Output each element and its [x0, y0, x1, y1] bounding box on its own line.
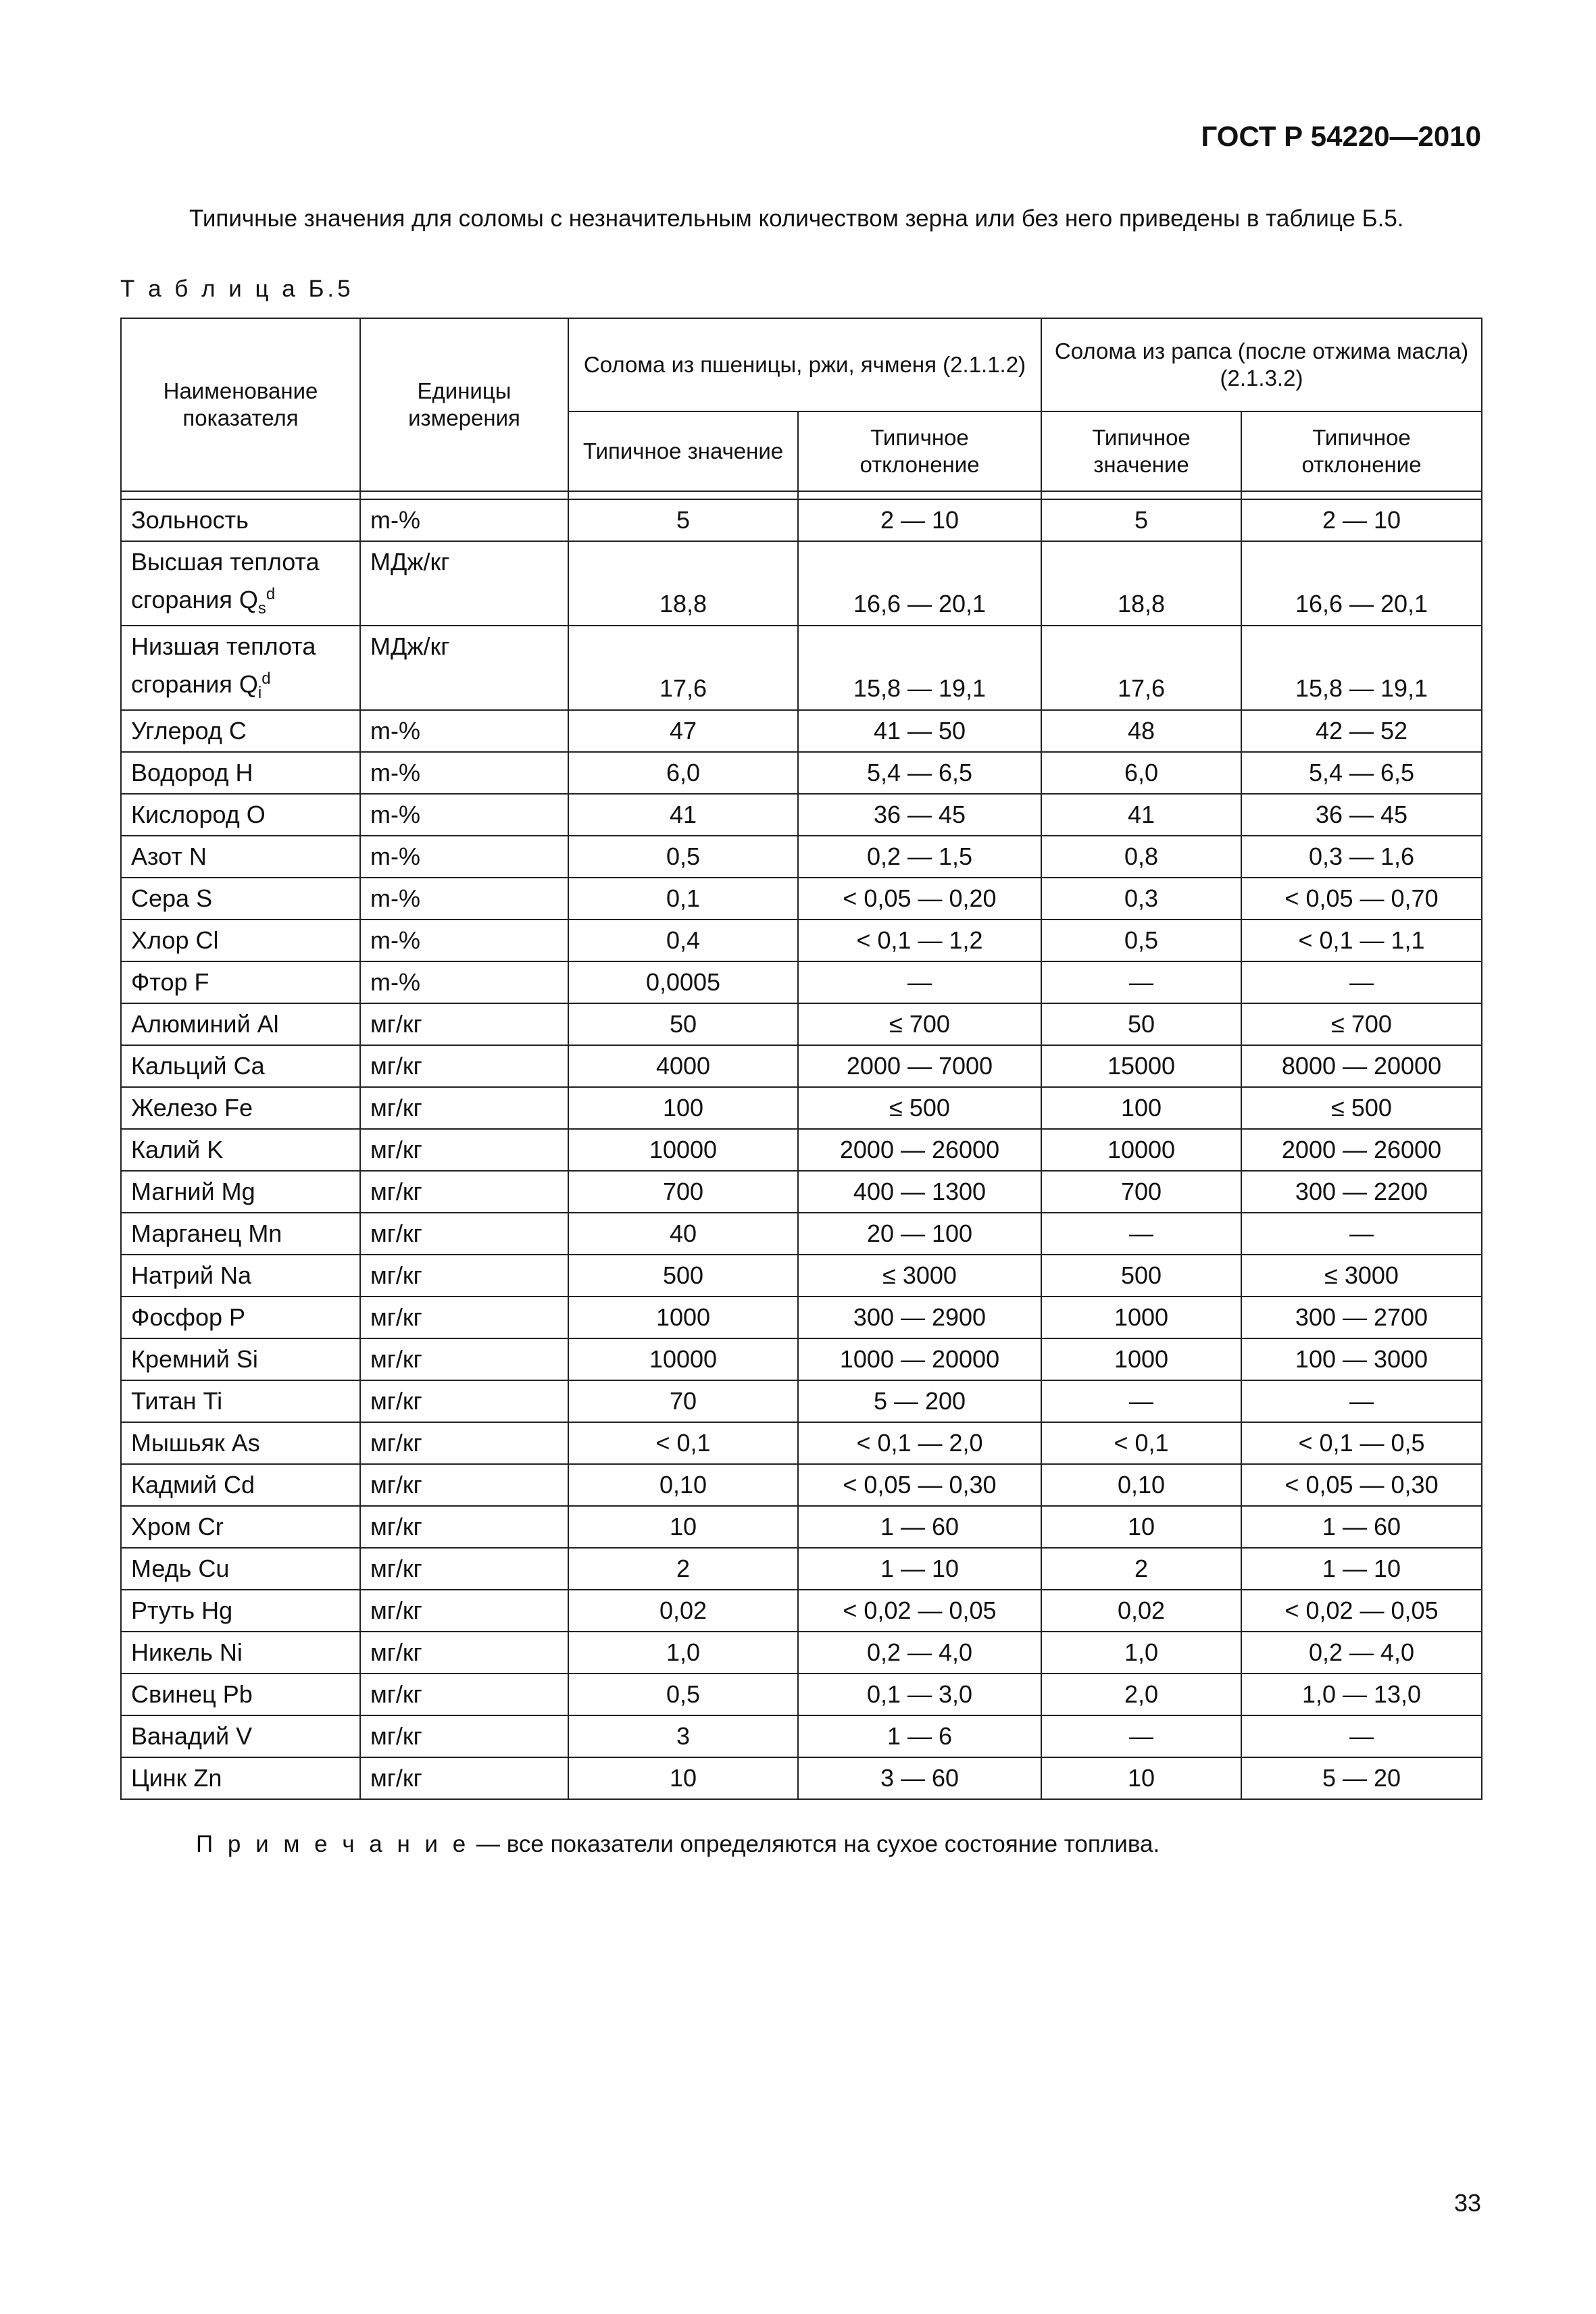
typical-value-rapeseed: 10000	[1041, 1129, 1241, 1171]
typical-value-rapeseed: < 0,1	[1041, 1422, 1241, 1464]
table-row	[121, 541, 1482, 626]
typical-deviation-wheat: 0,2 — 1,5	[798, 836, 1041, 878]
unit-cell: мг/кг	[360, 1506, 568, 1548]
typical-deviation-rapeseed: 2 — 10	[1241, 499, 1482, 541]
typical-deviation-rapeseed: 100 — 3000	[1241, 1338, 1482, 1380]
typical-value-wheat: 500	[568, 1255, 798, 1297]
typical-deviation-rapeseed: ≤ 500	[1241, 1087, 1482, 1129]
typical-value-rapeseed: —	[1041, 1213, 1241, 1255]
typical-deviation-rapeseed: —	[1241, 1715, 1482, 1757]
typical-deviation-rapeseed: < 0,05 — 0,30	[1241, 1464, 1482, 1506]
typical-value-rapeseed: 700	[1041, 1171, 1241, 1213]
indicator-name: Кремний Si	[121, 1338, 360, 1380]
indicator-name: Высшая теплота сгорания $Q_s^d$	[121, 541, 360, 626]
unit-cell: мг/кг	[360, 1548, 568, 1590]
typical-value-wheat: < 0,1	[568, 1422, 798, 1464]
typical-deviation-wheat: 15,8 — 19,1	[798, 626, 1041, 710]
indicator-name: Титан Ti	[121, 1380, 360, 1422]
typical-deviation-rapeseed: 16,6 — 20,1	[1241, 541, 1482, 626]
typical-value-rapeseed: 500	[1041, 1255, 1241, 1297]
typical-value-rapeseed: —	[1041, 1380, 1241, 1422]
typical-value-wheat: 2	[568, 1548, 798, 1590]
typical-deviation-wheat: 20 — 100	[798, 1213, 1041, 1255]
indicator-name: Фосфор P	[121, 1297, 360, 1338]
typical-deviation-rapeseed: 5 — 20	[1241, 1757, 1482, 1799]
typical-deviation-wheat: < 0,02 — 0,05	[798, 1590, 1041, 1632]
unit-cell: m-%	[360, 499, 568, 541]
typical-value-rapeseed: 17,6	[1041, 626, 1241, 710]
typical-deviation-rapeseed: 8000 — 20000	[1241, 1045, 1482, 1087]
typical-deviation-wheat: 2000 — 26000	[798, 1129, 1041, 1171]
typical-value-wheat: 10	[568, 1506, 798, 1548]
table-row	[121, 920, 1482, 961]
typical-value-wheat: 17,6	[568, 626, 798, 710]
indicator-name: Железо Fe	[121, 1087, 360, 1129]
unit-cell: m-%	[360, 794, 568, 836]
indicator-name: Никель Ni	[121, 1632, 360, 1674]
typical-deviation-rapeseed: 300 — 2700	[1241, 1297, 1482, 1338]
table-row	[121, 499, 1482, 541]
unit-cell: m-%	[360, 710, 568, 752]
table-row	[121, 1674, 1482, 1715]
unit-cell: мг/кг	[360, 1380, 568, 1422]
typical-deviation-wheat: < 0,05 — 0,30	[798, 1464, 1041, 1506]
indicator-name: Натрий Na	[121, 1255, 360, 1297]
typical-value-rapeseed: 0,5	[1041, 920, 1241, 961]
typical-value-wheat: 47	[568, 710, 798, 752]
typical-deviation-rapeseed: ≤ 700	[1241, 1003, 1482, 1045]
typical-deviation-wheat: 1 — 6	[798, 1715, 1041, 1757]
header-typical-value: Типичное значение	[1041, 411, 1241, 491]
table-row	[121, 836, 1482, 878]
typical-value-wheat: 4000	[568, 1045, 798, 1087]
note-text: — все показатели определяются на сухое состояние топлива.	[470, 1831, 1160, 1857]
indicator-name: Ванадий V	[121, 1715, 360, 1757]
typical-value-wheat: 0,5	[568, 836, 798, 878]
typical-deviation-rapeseed: 5,4 — 6,5	[1241, 752, 1482, 794]
table-row	[121, 1255, 1482, 1297]
typical-value-wheat: 700	[568, 1171, 798, 1213]
unit-cell: мг/кг	[360, 1464, 568, 1506]
header-typical-value: Типичное значение	[568, 411, 798, 491]
typical-value-wheat: 10	[568, 1757, 798, 1799]
typical-value-wheat: 50	[568, 1003, 798, 1045]
table-row	[121, 1590, 1482, 1632]
table-row	[121, 1129, 1482, 1171]
typical-value-rapeseed: 41	[1041, 794, 1241, 836]
typical-deviation-wheat: ≤ 3000	[798, 1255, 1041, 1297]
typical-deviation-rapeseed: < 0,1 — 0,5	[1241, 1422, 1482, 1464]
typical-deviation-rapeseed: 15,8 — 19,1	[1241, 626, 1482, 710]
typical-deviation-wheat: ≤ 500	[798, 1087, 1041, 1129]
indicator-name: Кислород O	[121, 794, 360, 836]
table-row	[121, 1464, 1482, 1506]
typical-deviation-rapeseed: < 0,05 — 0,70	[1241, 878, 1482, 920]
page-number: 33	[1453, 2189, 1481, 2217]
typical-deviation-wheat: 1 — 60	[798, 1506, 1041, 1548]
indicator-name: Низшая теплота сгорания $Q_i^d$	[121, 626, 360, 710]
indicator-name: Азот N	[121, 836, 360, 878]
indicator-name: Медь Cu	[121, 1548, 360, 1590]
typical-deviation-rapeseed: 300 — 2200	[1241, 1171, 1482, 1213]
indicator-name: Водород H	[121, 752, 360, 794]
typical-deviation-rapeseed: ≤ 3000	[1241, 1255, 1482, 1297]
indicator-name: Марганец Mn	[121, 1213, 360, 1255]
table-note	[196, 1831, 1159, 1858]
header-group-rapeseed: Солома из рапса (после отжима масла) (2.1.3.2)	[1041, 318, 1482, 411]
unit-cell: мг/кг	[360, 1757, 568, 1799]
indicator-name: Углерод C	[121, 710, 360, 752]
typical-value-rapeseed: 0,10	[1041, 1464, 1241, 1506]
table-row	[121, 1171, 1482, 1213]
indicator-name: Мышьяк As	[121, 1422, 360, 1464]
typical-deviation-wheat: 5,4 — 6,5	[798, 752, 1041, 794]
header-typical-deviation: Типичное отклонение	[1241, 411, 1482, 491]
data-table	[120, 318, 1482, 1800]
typical-deviation-rapeseed: 1 — 10	[1241, 1548, 1482, 1590]
typical-deviation-rapeseed: 0,3 — 1,6	[1241, 836, 1482, 878]
typical-deviation-wheat: ≤ 700	[798, 1003, 1041, 1045]
typical-value-rapeseed: 50	[1041, 1003, 1241, 1045]
unit-cell: мг/кг	[360, 1632, 568, 1674]
typical-deviation-rapeseed: —	[1241, 1380, 1482, 1422]
intro-paragraph: Типичные значения для соломы с незначительным количеством зерна или без него приведены в таблице Б.5.	[189, 205, 1404, 232]
unit-cell: m-%	[360, 752, 568, 794]
typical-value-wheat: 1,0	[568, 1632, 798, 1674]
typical-value-rapeseed: 10	[1041, 1506, 1241, 1548]
typical-deviation-wheat: 5 — 200	[798, 1380, 1041, 1422]
indicator-name: Фтор F	[121, 961, 360, 1003]
typical-value-rapeseed: 6,0	[1041, 752, 1241, 794]
table-row	[121, 878, 1482, 920]
table-row	[121, 1715, 1482, 1757]
typical-value-wheat: 0,02	[568, 1590, 798, 1632]
indicator-name: Кальций Ca	[121, 1045, 360, 1087]
unit-cell: мг/кг	[360, 1338, 568, 1380]
unit-cell: мг/кг	[360, 1422, 568, 1464]
indicator-name: Хром Cr	[121, 1506, 360, 1548]
indicator-name: Магний Mg	[121, 1171, 360, 1213]
unit-cell: мг/кг	[360, 1213, 568, 1255]
unit-cell: мг/кг	[360, 1045, 568, 1087]
unit-cell: мг/кг	[360, 1087, 568, 1129]
typical-deviation-wheat: 36 — 45	[798, 794, 1041, 836]
typical-value-rapeseed: 0,8	[1041, 836, 1241, 878]
typical-value-wheat: 6,0	[568, 752, 798, 794]
unit-cell: мг/кг	[360, 1715, 568, 1757]
typical-value-wheat: 41	[568, 794, 798, 836]
typical-value-rapeseed: —	[1041, 1715, 1241, 1757]
unit-cell: m-%	[360, 920, 568, 961]
typical-value-rapeseed: 100	[1041, 1087, 1241, 1129]
typical-value-wheat: 40	[568, 1213, 798, 1255]
typical-deviation-wheat: < 0,1 — 2,0	[798, 1422, 1041, 1464]
document-code: ГОСТ Р 54220—2010	[1201, 120, 1481, 152]
table-row	[121, 1297, 1482, 1338]
table-row	[121, 794, 1482, 836]
typical-value-wheat: 18,8	[568, 541, 798, 626]
typical-value-wheat: 100	[568, 1087, 798, 1129]
unit-cell: мг/кг	[360, 1674, 568, 1715]
typical-deviation-wheat: 2 — 10	[798, 499, 1041, 541]
unit-cell: мг/кг	[360, 1129, 568, 1171]
typical-deviation-wheat: 400 — 1300	[798, 1171, 1041, 1213]
table-row	[121, 1338, 1482, 1380]
typical-value-wheat: 0,10	[568, 1464, 798, 1506]
table-row	[121, 961, 1482, 1003]
typical-value-wheat: 0,5	[568, 1674, 798, 1715]
unit-cell: МДж/кг	[360, 626, 568, 710]
typical-deviation-rapeseed: < 0,02 — 0,05	[1241, 1590, 1482, 1632]
typical-value-wheat: 0,0005	[568, 961, 798, 1003]
typical-value-wheat: 0,1	[568, 878, 798, 920]
typical-value-rapeseed: 2,0	[1041, 1674, 1241, 1715]
typical-value-wheat: 1000	[568, 1297, 798, 1338]
unit-cell: мг/кг	[360, 1297, 568, 1338]
indicator-name: Ртуть Hg	[121, 1590, 360, 1632]
table-row	[121, 1506, 1482, 1548]
typical-value-rapeseed: 48	[1041, 710, 1241, 752]
typical-value-rapeseed: 1,0	[1041, 1632, 1241, 1674]
table-row	[121, 1213, 1482, 1255]
table-caption: Т а б л и ц а Б.5	[120, 276, 354, 302]
typical-deviation-rapeseed: 42 — 52	[1241, 710, 1482, 752]
indicator-name: Зольность	[121, 499, 360, 541]
typical-deviation-rapeseed: 0,2 — 4,0	[1241, 1632, 1482, 1674]
typical-value-rapeseed: 1000	[1041, 1338, 1241, 1380]
typical-deviation-rapeseed: 36 — 45	[1241, 794, 1482, 836]
typical-value-rapeseed: —	[1041, 961, 1241, 1003]
table-row	[121, 752, 1482, 794]
unit-cell: m-%	[360, 836, 568, 878]
typical-deviation-wheat: 3 — 60	[798, 1757, 1041, 1799]
unit-cell: m-%	[360, 878, 568, 920]
typical-value-rapeseed: 1000	[1041, 1297, 1241, 1338]
table-row	[121, 1632, 1482, 1674]
unit-cell: МДж/кг	[360, 541, 568, 626]
header-typical-deviation: Типичное отклонение	[798, 411, 1041, 491]
typical-value-wheat: 70	[568, 1380, 798, 1422]
typical-value-wheat: 3	[568, 1715, 798, 1757]
typical-deviation-wheat: 2000 — 7000	[798, 1045, 1041, 1087]
typical-deviation-wheat: 41 — 50	[798, 710, 1041, 752]
unit-cell: мг/кг	[360, 1590, 568, 1632]
typical-deviation-wheat: < 0,05 — 0,20	[798, 878, 1041, 920]
header-name: Наименование показателя	[121, 318, 360, 491]
indicator-name: Цинк Zn	[121, 1757, 360, 1799]
typical-deviation-rapeseed: 1,0 — 13,0	[1241, 1674, 1482, 1715]
typical-deviation-rapeseed: < 0,1 — 1,1	[1241, 920, 1482, 961]
unit-cell: мг/кг	[360, 1003, 568, 1045]
table-body	[121, 499, 1482, 1799]
typical-deviation-rapeseed: 1 — 60	[1241, 1506, 1482, 1548]
table-row	[121, 1045, 1482, 1087]
header-unit: Единицы измерения	[360, 318, 568, 491]
table-row	[121, 1422, 1482, 1464]
table-row	[121, 1087, 1482, 1129]
typical-value-rapeseed: 5	[1041, 499, 1241, 541]
indicator-name: Хлор Cl	[121, 920, 360, 961]
indicator-name: Калий K	[121, 1129, 360, 1171]
header-group-wheat: Солома из пшеницы, ржи, ячменя (2.1.1.2)	[568, 318, 1041, 411]
typical-value-rapeseed: 18,8	[1041, 541, 1241, 626]
typical-deviation-rapeseed: —	[1241, 961, 1482, 1003]
typical-deviation-wheat: 16,6 — 20,1	[798, 541, 1041, 626]
typical-value-rapeseed: 0,02	[1041, 1590, 1241, 1632]
typical-value-wheat: 0,4	[568, 920, 798, 961]
typical-deviation-rapeseed: —	[1241, 1213, 1482, 1255]
table-row	[121, 1548, 1482, 1590]
indicator-name: Алюминий Al	[121, 1003, 360, 1045]
note-label: П р и м е ч а н и е	[196, 1831, 470, 1857]
typical-deviation-rapeseed: 2000 — 26000	[1241, 1129, 1482, 1171]
indicator-name: Сера S	[121, 878, 360, 920]
typical-value-wheat: 5	[568, 499, 798, 541]
typical-value-rapeseed: 10	[1041, 1757, 1241, 1799]
table-row	[121, 710, 1482, 752]
typical-deviation-wheat: < 0,1 — 1,2	[798, 920, 1041, 961]
unit-cell: мг/кг	[360, 1171, 568, 1213]
table-row	[121, 626, 1482, 710]
typical-deviation-wheat: 0,2 — 4,0	[798, 1632, 1041, 1674]
typical-deviation-wheat: 1 — 10	[798, 1548, 1041, 1590]
table-row	[121, 1757, 1482, 1799]
typical-value-rapeseed: 15000	[1041, 1045, 1241, 1087]
typical-deviation-wheat: 1000 — 20000	[798, 1338, 1041, 1380]
typical-value-wheat: 10000	[568, 1338, 798, 1380]
typical-value-rapeseed: 0,3	[1041, 878, 1241, 920]
table-row	[121, 1003, 1482, 1045]
unit-cell: m-%	[360, 961, 568, 1003]
typical-value-rapeseed: 2	[1041, 1548, 1241, 1590]
table-row	[121, 1380, 1482, 1422]
typical-value-wheat: 10000	[568, 1129, 798, 1171]
indicator-name: Кадмий Cd	[121, 1464, 360, 1506]
indicator-name: Свинец Pb	[121, 1674, 360, 1715]
typical-deviation-wheat: 0,1 — 3,0	[798, 1674, 1041, 1715]
typical-deviation-wheat: 300 — 2900	[798, 1297, 1041, 1338]
typical-deviation-wheat: —	[798, 961, 1041, 1003]
unit-cell: мг/кг	[360, 1255, 568, 1297]
